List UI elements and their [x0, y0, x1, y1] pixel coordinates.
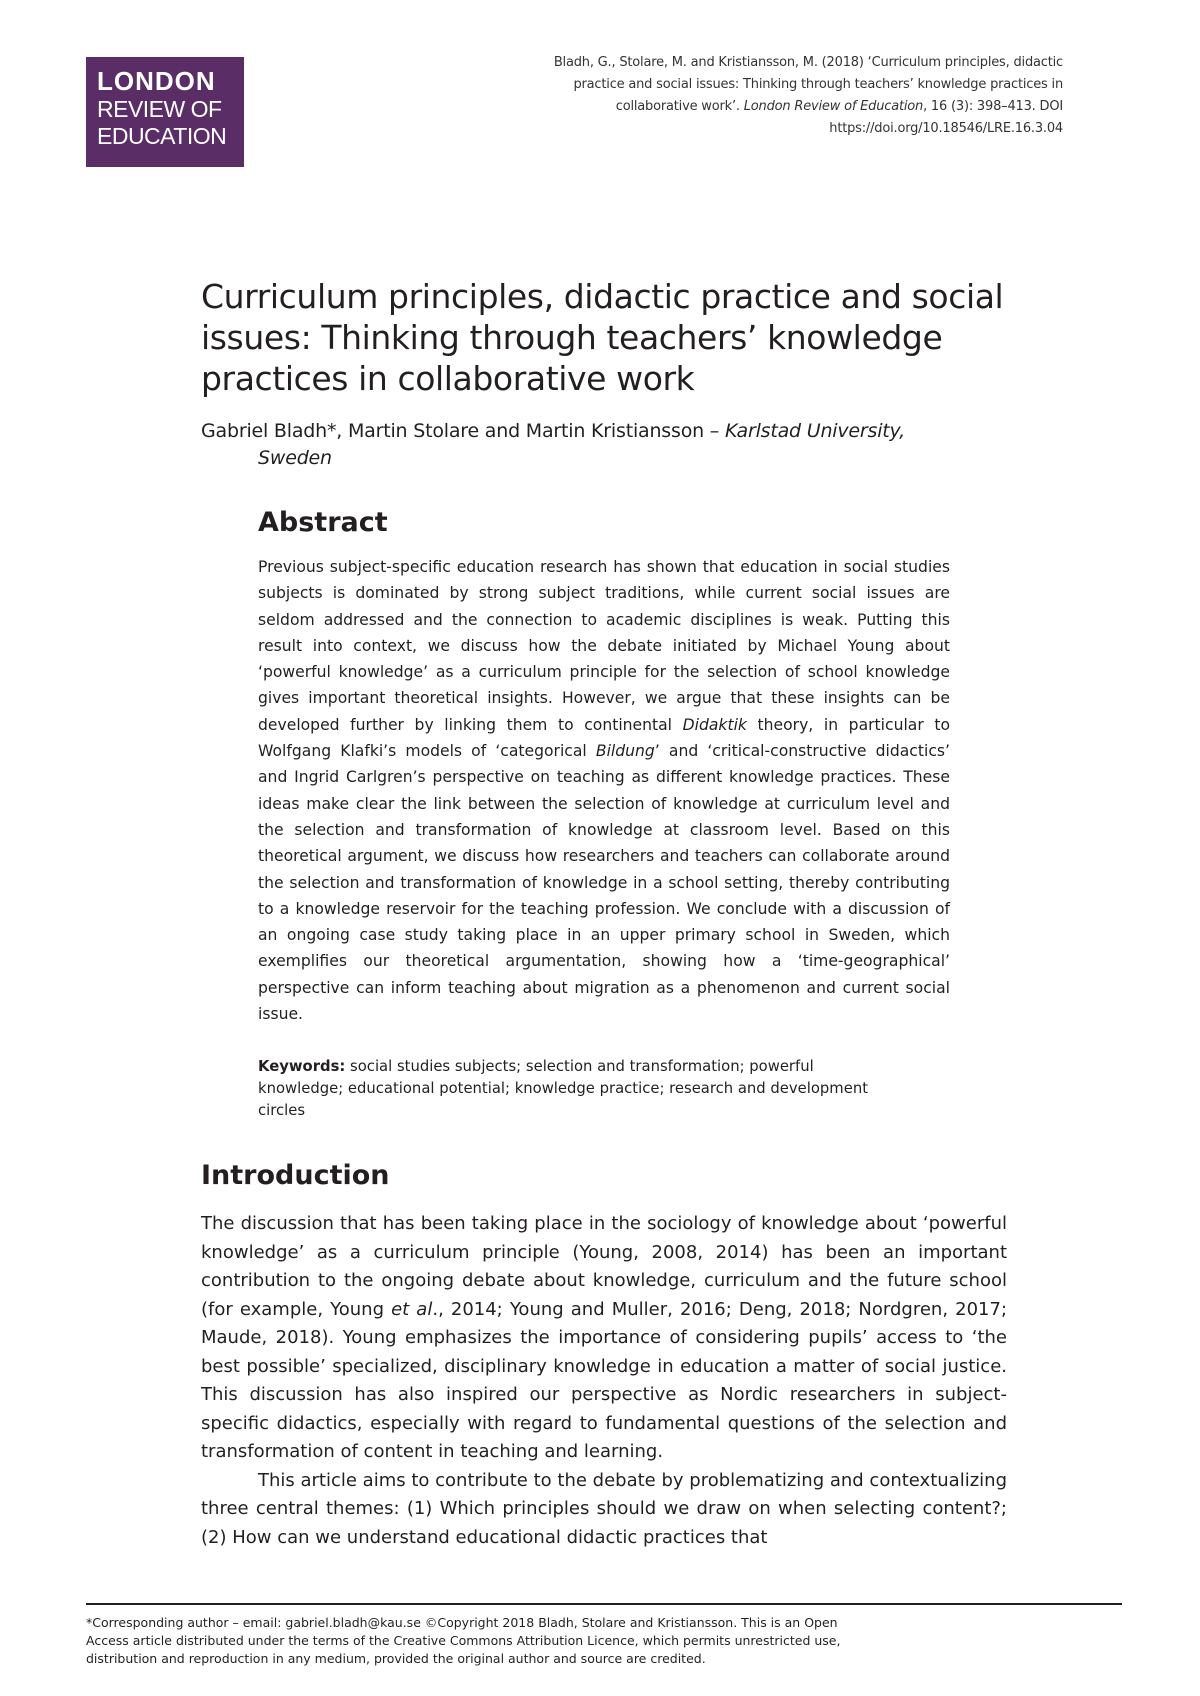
citation-volume-doi: , 16 (3): 398–413. DOI https://doi.org/10.18546/LRE.16.3.04: [829, 99, 1063, 136]
keywords-label: Keywords:: [258, 1058, 346, 1075]
logo-line-review-of: REVIEW OF: [97, 96, 222, 122]
citation-text: Bladh, G., Stolare, M. and Kristiansson, M. (2018) ‘Curriculum principles, didactic practice and social issues: Thinking through teachers’ knowledge practices in collaborative work’.: [553, 55, 1063, 114]
introduction-heading: Introduction: [201, 1160, 390, 1191]
footnote: *Corresponding author – email: gabriel.bladh@kau.se ©Copyright 2018 Bladh, Stolare and Kristiansson. This is an Open Access article distributed under the terms of the Creative Commons Attribution Licence, which permits unrestricted use, distribution and reproduction in any medium, provided the original author and source are credited.: [86, 1615, 841, 1666]
abstract-heading: Abstract: [258, 507, 388, 538]
keywords: [258, 1056, 898, 1122]
abstract-text-part1: Previous subject-specific education research has shown that education in social studies subjects is dominated by strong subject traditions, while current social issues are seldom addressed and the connection to academic disciplines is weak. Putting this result into context, we discuss how the debate initiated by Michael Young about ‘powerful knowledge’ as a curriculum principle for the selection of school knowledge gives important theoretical insights. However, we argue that these insights can be developed further by linking them to continental: [258, 558, 950, 734]
abstract-text: [258, 554, 950, 1027]
author-affiliation-country: Sweden: [258, 447, 332, 469]
introduction-paragraph-2: This article aims to contribute to the debate by problematizing and contextualizing three central themes: (1) Which principles should we draw on when selecting content?; (2) How can we understand educational didactic practices that: [201, 1469, 1007, 1548]
introduction-body: [201, 1210, 1007, 1552]
abstract-italic-bildung: Bildung: [595, 742, 655, 761]
intro-p1-part2: ., 2014; Young and Muller, 2016; Deng, 2018; Nordgren, 2017; Maude, 2018). Young emphasizes the importance of considering pupils’ access to ‘the best possible’ specialized, disciplinary knowledge in education a matter of social justice. This discussion has also inspired our perspective as Nordic researchers in subject-specific didactics, especially with regard to fundamental questions of the selection and transformation of content in teaching and learning.: [201, 1298, 1008, 1462]
footnote-divider: [86, 1603, 1122, 1605]
article-title: Curriculum principles, didactic practice and social issues: Thinking through teachers’ knowledge practices in collaborative work: [201, 277, 1004, 398]
intro-p1-italic: et al: [391, 1298, 433, 1320]
author-line: [201, 418, 1001, 472]
abstract-italic-didaktik: Didaktik: [682, 715, 747, 734]
intro-p1-part1: The discussion that has been taking place in the sociology of knowledge about ‘powerful knowledge’ as a curriculum principle (Young, 2008, 2014) has been an important contribution to the ongoing debate about knowledge, curriculum and the future school (for example, Young: [201, 1213, 1007, 1320]
introduction-paragraph-1: [201, 1210, 1007, 1467]
author-affiliation: Karlstad University,: [724, 420, 905, 442]
journal-logo: [86, 57, 244, 167]
logo-line-london: LONDON: [97, 66, 216, 96]
keywords-text: social studies subjects; selection and transformation; powerful knowledge; educational potential; knowledge practice; research and development circles: [258, 1058, 869, 1119]
citation-block: [543, 52, 1063, 140]
citation-journal: London Review of Education: [743, 99, 924, 114]
abstract-text-part2: theory, in particular to Wolfgang Klafki’s models of ‘categorical: [258, 715, 950, 761]
abstract-text-part3: ’ and ‘critical-constructive didactics’ and Ingrid Carlgren’s perspective on teaching as different knowledge practices. These ideas make clear the link between the selection of knowledge at curriculum level and the selection and transformation of knowledge at classroom level. Based on this theoretical argument, we discuss how researchers and teachers can collaborate around the selection and transformation of knowledge in a school setting, thereby contributing to a knowledge reservoir for the teaching profession. We conclude with a discussion of an ongoing case study taking place in an upper primary school in Sweden, which exemplifies our theoretical argumentation, showing how a ‘time-geographical’ perspective can inform teaching about migration as a phenomenon and current social issue.: [258, 742, 950, 1024]
logo-line-education: EDUCATION: [97, 123, 227, 149]
author-names: Gabriel Bladh*, Martin Stolare and Martin Kristiansson –: [201, 420, 725, 442]
